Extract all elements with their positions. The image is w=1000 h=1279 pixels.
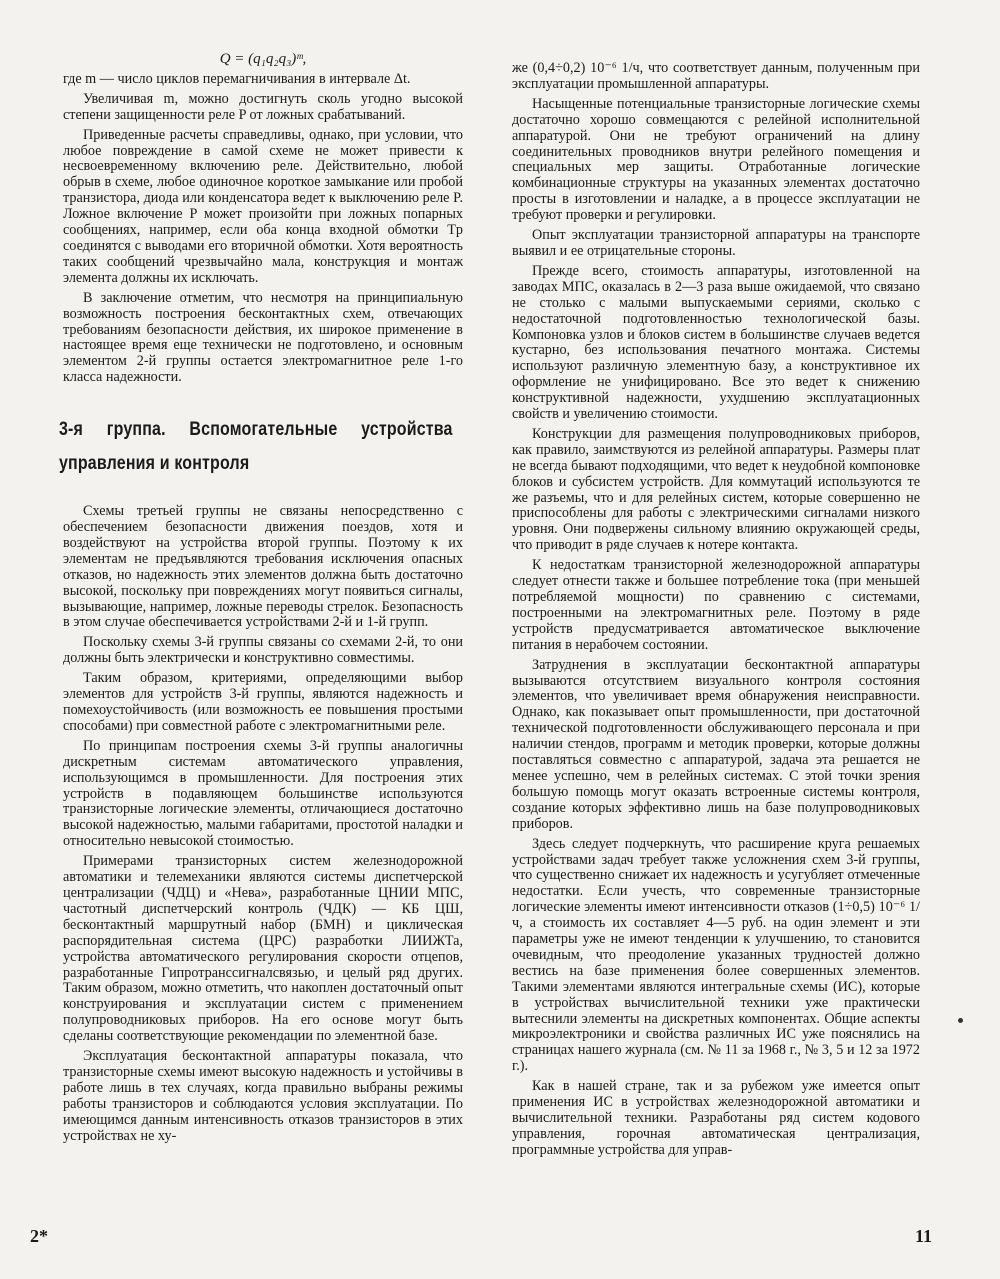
margin-dot — [958, 1018, 963, 1023]
paragraph: По принципам построения схемы 3-й группы аналогичны дискретным системам автоматического управления, использующимся в промышленности. Для построения этих устройств в подавляющем большинстве используются транзисторные логические элементы, отличающиеся достаточно высокой надежностью, малыми габаритами, простотой наладки и относительно невысокой стоимостью. — [63, 737, 463, 850]
paragraph: Эксплуатация бесконтактной аппаратуры показала, что транзисторные схемы имеют высокую надежность и устойчивы в работе лишь в тех случаях, когда правильно выбраны режимы работы транзисторов и соблюдаются условия эксплуатации. По имеющимся данным интенсивность отказов транзисторов в этих устройствах не ху- — [63, 1048, 463, 1144]
page-number: 11 — [914, 1226, 932, 1246]
left-column — [59, 51, 463, 1144]
paragraph: Прежде всего, стоимость аппаратуры, изготовленной на заводах МПС, оказалась в 2—3 раза выше ожидаемой, что связано не столько с малыми выпускаемыми сериями, сколько с недостаточной подготовленностью технологической базы. Компоновка узлов и блоков систем в большинстве случаев ведется кустарно, без использования печатного монтажа. Системы используют различную элементную базу, а конструктивное их оформление не унифицировано. Все это ведет к снижению конструктивной надежности, ухудшению эксплуатационных свойств и увеличению стоимости. — [512, 262, 920, 423]
right-column — [512, 57, 920, 1159]
section-heading: 3-я группа. Вспомогательные устройства управления и контроля — [59, 418, 453, 475]
paragraph: Таким образом, критериями, определяющими выбор элементов для устройств 3-й группы, являются надежность и помехоустойчивость (или возможность ее повышения простыми способами) при совместной работе с электромагнитными реле. — [63, 670, 463, 734]
paragraph: Увеличивая m, можно достигнуть сколь угодно высокой степени защищенности реле P от ложных срабатываний. — [63, 90, 463, 123]
paragraph: Здесь следует подчеркнуть, что расширение круга решаемых устройствами задач требует также усложнения схем 3-й группы, что существенно снижает их надежность и усугубляет отмеченные недостатки. Если учесть, что современные транзисторные логические элементы имеют интенсивности отказов (1÷0,5) 10⁻⁶ 1/ч, а стоимость их составляет 4—5 руб. на один элемент и эти параметры уже не имеют тенденции к улучшению, то становится очевидным, что преодоление указанных трудностей должно вестись на базе применения более совершенных элементов. Такими элементами являются интегральные схемы (ИС), которые в устройствах вычислительной техники уже практически вытеснили элементы на дискретных компонентах. Общие аспекты микроэлектроники и свойства различных ИС уже пояснялись на страницах нашего журнала (см. № 11 за 1968 г., № 3, 5 и 12 за 1972 г.). — [512, 835, 920, 1075]
paragraph: Приведенные расчеты справедливы, однако, при условии, что любое повреждение в самой схеме не может привести к несвоевременному включению реле. Действительно, любой обрыв в схеме, любое одиночное короткое замыкание или пробой транзистора, диода или конденсатора ведет к выключению реле P. Ложное включение P может произойти при ложных попарных сообщениях, например, если оба конца входной обмотки Tp соединятся с выводами его вторичной обмотки. Хотя вероятность таких сообщений чрезвычайно мала, конструкция и монтаж элемента должны их исключать. — [63, 126, 463, 286]
left-paragraphs-after — [63, 504, 463, 1144]
paragraph: Поскольку схемы 3-й группы связаны со схемами 2-й, то они должны быть электрически и конструктивно совместимы. — [63, 634, 463, 667]
paragraph: Опыт эксплуатации транзисторной аппаратуры на транспорте выявил и ее отрицательные стороны. — [512, 227, 920, 259]
paragraph: Схемы третьей группы не связаны непосредственно с обеспечением безопасности движения поездов, хотя и воздействуют на устройства второй группы. Поэтому к их элементам не предъявляются требования исключения опасных отказов, но надежность этих элементов должна быть достаточно высокой, поскольку при повреждениях могут появиться сигналы, вызывающие, например, ложные переводы стрелок. Безопасность в этом случае обеспечивается устройствами 2-й и 1-й групп. — [63, 503, 463, 631]
paragraph: Как в нашей стране, так и за рубежом уже имеется опыт применения ИС в устройствах железнодорожной автоматики и вычислительной техники. Разработаны ряд систем кодового управления, горочная автоматическая централизация, программные устройства для управ- — [512, 1078, 920, 1158]
folio-left: 2* — [30, 1226, 48, 1246]
paragraph: Затруднения в эксплуатации бесконтактной аппаратуры вызываются отсутствием визуального контроля состояния элементов, что увеличивает время обнаружения неисправности. Однако, как показывает опыт промышленности, при достаточной технической подготовленности обслуживающего персонала и при наличии стендов, программ и методик проверки, которые должны поставляться совместно с аппаратурой, задача эта решается не менее успешно, чем в релейных системах. С этой точки зрения большую помощь могут оказать встроенные системы контроля, создание которых эффективно лишь на базе полупроводниковых приборов. — [512, 656, 920, 832]
paragraph: же (0,4÷0,2) 10⁻⁶ 1/ч, что соответствует данным, полученным при эксплуатации промышленной аппаратуры. — [512, 60, 920, 92]
paragraph: В заключение отметим, что несмотря на принципиальную возможность построения бесконтактных схем, отвечающих требованиям безопасности действия, их широкое применение в настоящее время еще технически не подготовлено, и основным элементом 2-й группы остается электромагнитное реле 1-го класса надежности. — [63, 289, 463, 386]
paragraph: К недостаткам транзисторной железнодорожной аппаратуры следует отнести также и большее потребление тока (при меньшей потребляемой мощности) по сравнению с системами, построенными на электромагнитных реле. Поэтому в ряде устройств предусматривается автоматическое выключение питания в нерабочем состоянии. — [512, 557, 920, 653]
paragraph: Конструкции для размещения полупроводниковых приборов, как правило, заимствуются из релейной аппаратуры. Размеры плат не всегда бывают подходящими, что ведет к неудобной компоновке блоков и субсистем устройств. Для коммутаций используются те же разъемы, что и для релейных систем, которые совершенно не приспособлены для работы с электрическими сигналами низкого уровня. Они подвержены сильному влиянию окружающей среды, что приводит в ряде случаев к нотере контакта. — [512, 425, 920, 554]
paragraph: Примерами транзисторных систем железнодорожной автоматики и телемеханики являются системы диспетчерской централизации (ЧДЦ) и «Нева», разработанные ЦНИИ МПС, частотный диспетчерский контроль (ЧДК) — КБ ЦШ, бесконтактный маршрутный набор (БМН) и циклическая распорядительная система (ЦРС) разработки ЛИИЖТа, устройства автоматического регулирования скорости отцепов, разработанные Гипротранссигналсвязью, и целый ряд других. Таким образом, можно отметить, что накоплен достаточный опыт конструирования и эксплуатации систем с применением полупроводниковых приборов. На его основе могут быть сделаны соответствующие рекомендации по элементной базе. — [63, 853, 463, 1045]
paragraph: Насыщенные потенциальные транзисторные логические схемы достаточно хорошо совмещаются с релейной исполнительной аппаратурой. Они не требуют ограничений на длину соединительных проводников внутри релейного помещения и специальных мер защиты. Отработанные логические комбинационные структуры на указанных элементах достаточно просты в изготовлении и наладке, а в процессе эксплуатации не требуют проверки и регулировки. — [512, 95, 920, 224]
left-paragraphs — [63, 72, 463, 386]
paragraph: где m — число циклов перемагничивания в интервале Δt. — [63, 70, 411, 87]
formula: Q = (q₁q₂q₃)ᵐ, — [219, 51, 307, 67]
